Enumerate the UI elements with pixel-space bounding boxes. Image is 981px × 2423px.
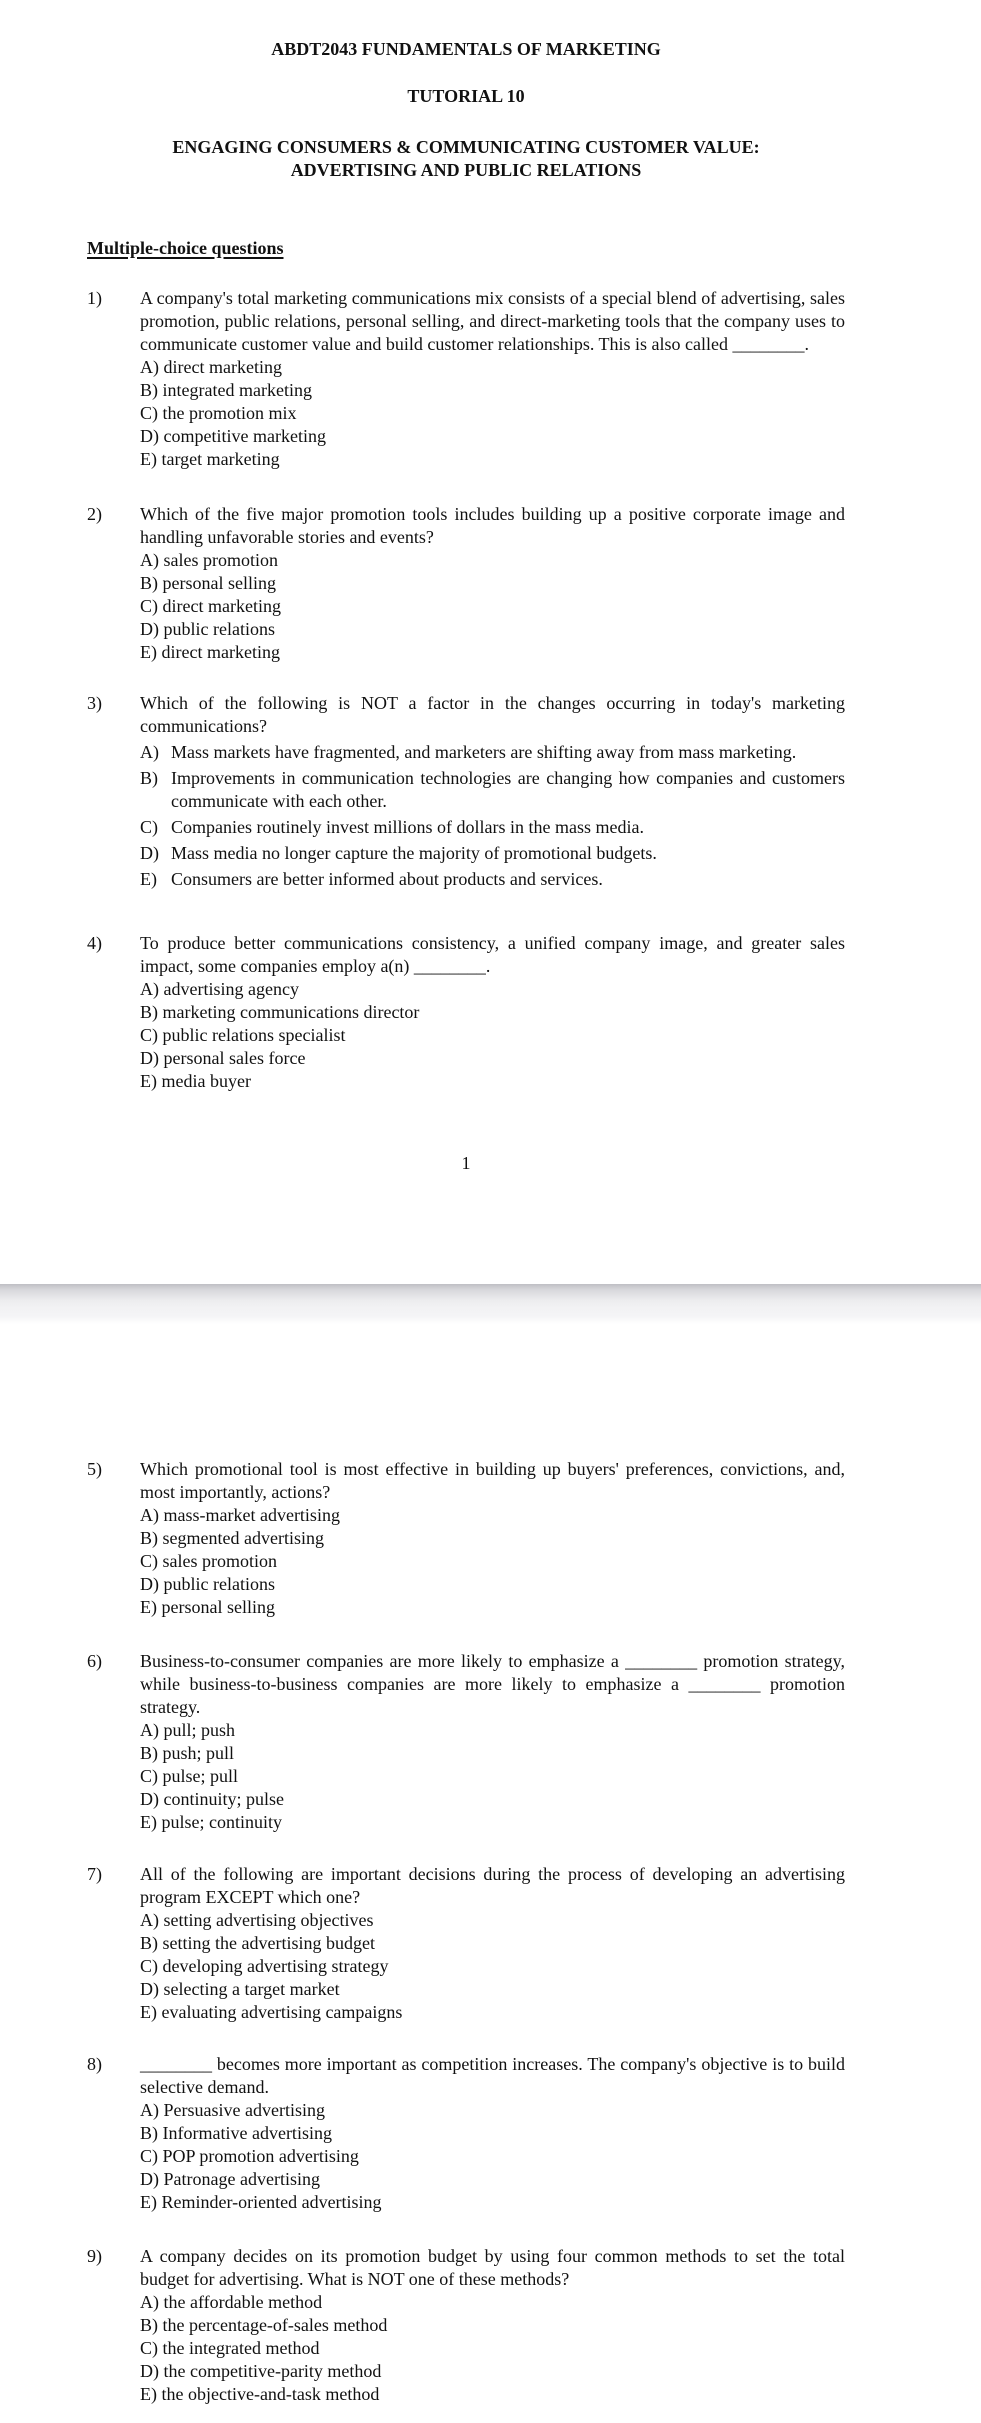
question-6-text: Business-to-consumer companies are more likely to emphasize a ________ promotion strategy, while business-to-business companies are more likely to emphasize a ________ promotion strategy. [140, 1651, 845, 1717]
question-5-text: Which promotional tool is most effective in building up buyers' preferences, convictions, and, most importantly, actions? [140, 1459, 845, 1502]
question-8-text: ________ becomes more important as competition increases. The company's objective is to build selective demand. [140, 2054, 845, 2097]
question-2 [87, 503, 845, 664]
document-page-2 [0, 1324, 981, 2423]
question-3-number: 3) [87, 693, 102, 713]
question-6-option-c: C) pulse; pull [140, 1766, 238, 1786]
question-2-option-c: C) direct marketing [140, 596, 281, 616]
question-4 [87, 932, 845, 1093]
question-1-option-b: B) integrated marketing [140, 380, 312, 400]
question-7-option-b: B) setting the advertising budget [140, 1933, 375, 1953]
page-number: 1 [461, 1153, 471, 1173]
question-8-number: 8) [87, 2054, 102, 2074]
question-8 [87, 2053, 845, 2214]
question-3-text: Which of the following is NOT a factor in the changes occurring in today's marketing communications? [140, 693, 845, 736]
question-9-number: 9) [87, 2246, 102, 2266]
question-7-option-e: E) evaluating advertising campaigns [140, 2002, 403, 2022]
option-text: Companies routinely invest millions of dollars in the mass media. [171, 817, 644, 837]
question-5-option-c: C) sales promotion [140, 1551, 277, 1571]
topic-title-line1: ENGAGING CONSUMERS & COMMUNICATING CUSTOMER VALUE: [172, 137, 760, 157]
option-text: Consumers are better informed about products and services. [171, 869, 603, 889]
question-9-option-a: A) the affordable method [140, 2292, 323, 2312]
question-9-option-d: D) the competitive-parity method [140, 2361, 382, 2381]
option-label: C) [140, 817, 158, 837]
question-6-body [140, 1650, 845, 1834]
question-5-option-a: A) mass-market advertising [140, 1505, 340, 1525]
question-5-option-e: E) personal selling [140, 1597, 275, 1617]
question-3-option-c [140, 816, 845, 839]
question-7 [87, 1863, 845, 2024]
question-4-option-b: B) marketing communications director [140, 1002, 420, 1022]
question-1-option-d: D) competitive marketing [140, 426, 326, 446]
question-2-option-b: B) personal selling [140, 573, 276, 593]
question-2-option-a: A) sales promotion [140, 550, 278, 570]
question-1 [87, 287, 845, 471]
question-7-option-d: D) selecting a target market [140, 1979, 340, 1999]
question-2-text: Which of the five major promotion tools includes building up a positive corporate image and handling unfavorable stories and events? [140, 504, 845, 547]
question-1-option-e: E) target marketing [140, 449, 280, 469]
question-4-option-c: C) public relations specialist [140, 1025, 346, 1045]
question-4-option-d: D) personal sales force [140, 1048, 306, 1068]
question-3-option-d [140, 842, 845, 865]
question-6-option-a: A) pull; push [140, 1720, 236, 1740]
page-2-content [87, 1458, 845, 2406]
question-2-option-d: D) public relations [140, 619, 275, 639]
question-1-option-c: C) the promotion mix [140, 403, 297, 423]
option-label: D) [140, 843, 159, 863]
question-3 [87, 692, 850, 891]
question-8-option-c: C) POP promotion advertising [140, 2146, 359, 2166]
question-7-text: All of the following are important decisions during the process of developing an advertising program EXCEPT which one? [140, 1864, 845, 1907]
question-4-number: 4) [87, 933, 102, 953]
question-8-option-a: A) Persuasive advertising [140, 2100, 325, 2120]
section-heading: Multiple-choice questions [87, 238, 284, 258]
question-9-body [140, 2245, 845, 2406]
topic-title-line2: ADVERTISING AND PUBLIC RELATIONS [290, 160, 642, 180]
page-1-content [87, 38, 850, 1175]
question-6 [87, 1650, 845, 1834]
option-text: Mass markets have fragmented, and marketers are shifting away from mass marketing. [171, 742, 797, 762]
question-6-option-d: D) continuity; pulse [140, 1789, 284, 1809]
option-label: B) [140, 768, 158, 788]
question-4-option-a: A) advertising agency [140, 979, 299, 999]
question-3-option-e [140, 868, 845, 891]
question-1-text: A company's total marketing communications mix consists of a special blend of advertising, sales promotion, public relations, personal selling, and direct-marketing tools that the company uses to communicate customer value and build customer relationships. This is also called ________. [140, 288, 845, 354]
question-1-body [140, 287, 845, 471]
option-label: A) [140, 742, 159, 762]
question-2-number: 2) [87, 504, 102, 524]
course-title: ABDT2043 FUNDAMENTALS OF MARKETING [271, 39, 661, 59]
question-7-number: 7) [87, 1864, 102, 1884]
question-2-option-e: E) direct marketing [140, 642, 280, 662]
topic-title [87, 136, 845, 182]
question-4-text: To produce better communications consistency, a unified company image, and greater sales impact, some companies employ a(n) ________. [140, 933, 845, 976]
option-label: E) [140, 869, 157, 889]
question-7-option-c: C) developing advertising strategy [140, 1956, 389, 1976]
question-9-option-c: C) the integrated method [140, 2338, 320, 2358]
question-4-option-e: E) media buyer [140, 1071, 251, 1091]
question-5-number: 5) [87, 1459, 102, 1479]
question-3-option-b [140, 767, 850, 813]
question-3-option-a [140, 741, 845, 764]
question-6-number: 6) [87, 1651, 102, 1671]
question-2-body [140, 503, 845, 664]
question-8-option-e: E) Reminder-oriented advertising [140, 2192, 382, 2212]
question-5 [87, 1458, 845, 1619]
question-4-body [140, 932, 845, 1093]
option-text: Improvements in communication technologies are changing how companies and customers communicate with each other. [171, 768, 850, 811]
tutorial-title: TUTORIAL 10 [407, 86, 525, 106]
page-break-separator [0, 1284, 981, 1324]
question-1-number: 1) [87, 288, 102, 308]
question-9-text: A company decides on its promotion budget by using four common methods to set the total budget for advertising. What is NOT one of these methods? [140, 2246, 845, 2289]
question-8-option-d: D) Patronage advertising [140, 2169, 320, 2189]
question-6-option-e: E) pulse; continuity [140, 1812, 282, 1832]
question-5-option-d: D) public relations [140, 1574, 275, 1594]
question-8-body [140, 2053, 845, 2214]
question-9-option-b: B) the percentage-of-sales method [140, 2315, 388, 2335]
question-8-option-b: B) Informative advertising [140, 2123, 332, 2143]
question-5-option-b: B) segmented advertising [140, 1528, 324, 1548]
question-7-body [140, 1863, 845, 2024]
question-1-option-a: A) direct marketing [140, 357, 282, 377]
question-7-option-a: A) setting advertising objectives [140, 1910, 374, 1930]
option-text: Mass media no longer capture the majority of promotional budgets. [171, 843, 657, 863]
question-5-body [140, 1458, 845, 1619]
question-3-body [140, 692, 850, 891]
question-9-option-e: E) the objective-and-task method [140, 2384, 380, 2404]
question-9 [87, 2245, 845, 2406]
question-6-option-b: B) push; pull [140, 1743, 235, 1763]
